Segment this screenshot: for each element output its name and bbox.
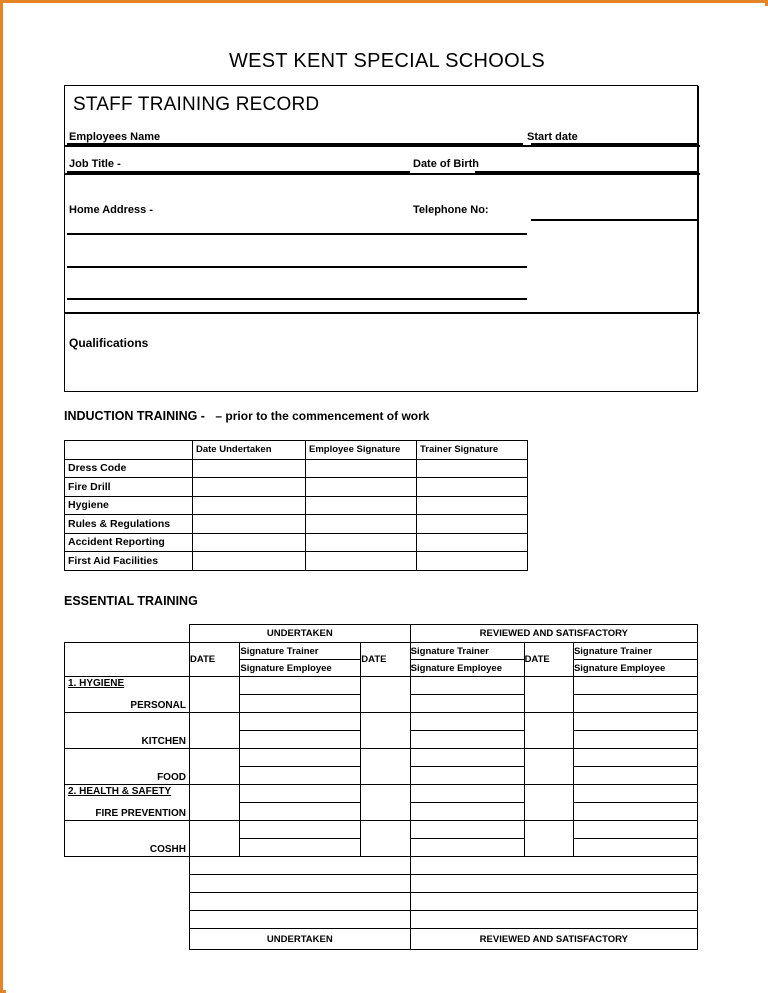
essential-cell-trainer-3[interactable] (573, 785, 697, 803)
essential-col-date-2: DATE (361, 643, 410, 677)
essential-blank-reviewed[interactable] (410, 911, 697, 929)
essential-cell-employee-2[interactable] (410, 731, 524, 749)
essential-cell-employee-3[interactable] (573, 839, 697, 857)
essential-cell-date-1[interactable] (189, 713, 239, 749)
subheader-trainer-row (65, 643, 698, 660)
divider-right-column (697, 86, 699, 312)
induction-cell-trainer-signature[interactable] (417, 533, 528, 552)
footer-reviewed: REVIEWED AND SATISFACTORY (410, 929, 697, 950)
record-title: STAFF TRAINING RECORD (73, 94, 320, 115)
essential-col-signature-trainer-1: Signature Trainer (240, 643, 361, 660)
underline-telephone (531, 219, 697, 221)
induction-row-dress-code: Dress Code (65, 459, 193, 478)
table-row (65, 552, 528, 571)
table-header-row (65, 441, 528, 460)
essential-col-signature-trainer-3: Signature Trainer (573, 643, 697, 660)
induction-cell-date[interactable] (193, 552, 306, 571)
essential-cell-trainer-1[interactable] (240, 749, 361, 767)
essential-category-kitchen (65, 713, 190, 749)
essential-corner-blank (65, 625, 190, 643)
essential-category-food (65, 749, 190, 785)
telephone-label: Telephone No: (413, 204, 489, 216)
essential-cell-employee-3[interactable] (573, 731, 697, 749)
table-row (65, 713, 698, 731)
induction-cell-employee-signature[interactable] (306, 496, 417, 515)
essential-category-hygiene-personal (65, 677, 190, 713)
essential-col-signature-employee-3: Signature Employee (573, 660, 697, 677)
induction-training-heading (64, 409, 429, 423)
essential-blank-label (65, 911, 190, 929)
essential-cell-date-2[interactable] (361, 677, 410, 713)
table-row (65, 875, 698, 893)
essential-cell-employee-3[interactable] (573, 803, 697, 821)
induction-row-rules-and-regulations: Rules & Regulations (65, 515, 193, 534)
essential-col-signature-employee-2: Signature Employee (410, 660, 524, 677)
essential-cell-employee-1[interactable] (240, 839, 361, 857)
personal-details-box (64, 85, 698, 392)
induction-heading-sub: – prior to the commencement of work (215, 409, 430, 423)
table-row (65, 459, 528, 478)
induction-col-employee-signature: Employee Signature (306, 441, 417, 460)
underline-start-date (531, 143, 697, 145)
essential-cell-employee-3[interactable] (573, 695, 697, 713)
underline-job-title (67, 171, 410, 173)
table-row (65, 478, 528, 497)
essential-cell-employee-2[interactable] (410, 767, 524, 785)
group-header-row (65, 625, 698, 643)
essential-cell-date-2[interactable] (361, 785, 410, 821)
induction-row-hygiene: Hygiene (65, 496, 193, 515)
induction-row-first-aid-facilities: First Aid Facilities (65, 552, 193, 571)
essential-cell-date-1[interactable] (189, 821, 239, 857)
essential-cell-employee-3[interactable] (573, 767, 697, 785)
divider-qualifications (64, 312, 700, 314)
essential-cell-trainer-1[interactable] (240, 785, 361, 803)
essential-cell-employee-1[interactable] (240, 695, 361, 713)
essential-cell-date-2[interactable] (361, 713, 410, 749)
page-title: WEST KENT SPECIAL SCHOOLS (228, 50, 546, 72)
induction-heading-main: INDUCTION TRAINING - (64, 409, 205, 423)
induction-cell-employee-signature[interactable] (306, 459, 417, 478)
essential-cell-employee-2[interactable] (410, 839, 524, 857)
table-row (65, 749, 698, 767)
footer-row (65, 929, 698, 950)
table-row (65, 496, 528, 515)
group-header-reviewed: REVIEWED AND SATISFACTORY (410, 625, 697, 643)
induction-cell-date[interactable] (193, 459, 306, 478)
essential-col-signature-trainer-2: Signature Trainer (410, 643, 524, 660)
start-date-label: Start date (527, 131, 578, 143)
category-item: FIRE PREVENTION (95, 808, 186, 819)
table-row (65, 785, 698, 803)
group-header-undertaken: UNDERTAKEN (189, 625, 410, 643)
table-row (65, 515, 528, 534)
essential-blank-undertaken[interactable] (189, 893, 410, 911)
induction-row-fire-drill: Fire Drill (65, 478, 193, 497)
job-title-field[interactable] (135, 156, 409, 171)
essential-col-date-1: DATE (189, 643, 239, 677)
essential-cell-trainer-2[interactable] (410, 785, 524, 803)
essential-blank-label (65, 875, 190, 893)
induction-cell-date[interactable] (193, 533, 306, 552)
underline-date-of-birth (475, 171, 697, 173)
essential-col-date-3: DATE (524, 643, 573, 677)
essential-cell-employee-2[interactable] (410, 803, 524, 821)
induction-row-accident-reporting: Accident Reporting (65, 533, 193, 552)
essential-cell-date-3[interactable] (524, 785, 573, 821)
induction-cell-date[interactable] (193, 515, 306, 534)
table-row (65, 857, 698, 875)
essential-cell-trainer-3[interactable] (573, 749, 697, 767)
essential-cell-date-2[interactable] (361, 821, 410, 857)
footer-undertaken: UNDERTAKEN (189, 929, 410, 950)
essential-cell-date-3[interactable] (524, 821, 573, 857)
category-item: KITCHEN (141, 736, 186, 747)
essential-cell-date-3[interactable] (524, 677, 573, 713)
essential-category-health-safety-fire-prevention (65, 785, 190, 821)
table-row (65, 911, 698, 929)
essential-cell-date-1[interactable] (189, 785, 239, 821)
essential-cell-date-3[interactable] (524, 749, 573, 785)
induction-cell-trainer-signature[interactable] (417, 478, 528, 497)
start-date-field[interactable] (585, 128, 697, 143)
essential-blank-label (65, 893, 190, 911)
essential-cell-trainer-3[interactable] (573, 821, 697, 839)
essential-training-table (64, 624, 698, 950)
employee-name-label: Employees Name (69, 131, 161, 143)
category-item: COSHH (149, 844, 186, 855)
category-title: 1. HYGIENE (68, 678, 125, 689)
essential-blank-undertaken[interactable] (189, 911, 410, 929)
underline-address-line-3 (67, 298, 527, 300)
induction-col-0 (65, 441, 193, 460)
essential-cell-trainer-3[interactable] (573, 677, 697, 695)
essential-cell-employee-1[interactable] (240, 767, 361, 785)
home-address-label: Home Address - (69, 204, 153, 216)
underline-employee-name (67, 143, 523, 145)
essential-cell-trainer-1[interactable] (240, 677, 361, 695)
essential-cell-trainer-1[interactable] (240, 713, 361, 731)
table-row (65, 821, 698, 839)
essential-training-heading: ESSENTIAL TRAINING (64, 594, 198, 608)
table-row (65, 533, 528, 552)
essential-cell-date-2[interactable] (361, 749, 410, 785)
induction-cell-trainer-signature[interactable] (417, 496, 528, 515)
essential-blank-label (65, 857, 190, 875)
induction-cell-date[interactable] (193, 478, 306, 497)
induction-cell-employee-signature[interactable] (306, 533, 417, 552)
essential-cell-trainer-2[interactable] (410, 749, 524, 767)
induction-col-date-undertaken: Date Undertaken (193, 441, 306, 460)
category-item: PERSONAL (130, 700, 186, 711)
essential-header-blank (65, 643, 190, 677)
essential-blank-reviewed[interactable] (410, 857, 697, 875)
induction-training-table (64, 440, 528, 571)
job-title-label: Job Title - (69, 158, 121, 170)
table-row (65, 893, 698, 911)
induction-cell-trainer-signature[interactable] (417, 552, 528, 571)
essential-cell-employee-2[interactable] (410, 695, 524, 713)
document-sheet (6, 6, 768, 993)
induction-cell-employee-signature[interactable] (306, 515, 417, 534)
essential-blank-reviewed[interactable] (410, 875, 697, 893)
category-item: FOOD (157, 772, 186, 783)
essential-cell-trainer-3[interactable] (573, 713, 697, 731)
induction-col-trainer-signature: Trainer Signature (417, 441, 528, 460)
essential-cell-employee-1[interactable] (240, 731, 361, 749)
essential-footer-blank (65, 929, 190, 950)
essential-cell-trainer-2[interactable] (410, 713, 524, 731)
essential-col-signature-employee-1: Signature Employee (240, 660, 361, 677)
essential-category-coshh (65, 821, 190, 857)
induction-cell-employee-signature[interactable] (306, 478, 417, 497)
essential-blank-undertaken[interactable] (189, 857, 410, 875)
induction-cell-trainer-signature[interactable] (417, 515, 528, 534)
table-row (65, 677, 698, 695)
essential-cell-trainer-2[interactable] (410, 821, 524, 839)
home-address-field[interactable] (69, 222, 525, 298)
category-title: 2. HEALTH & SAFETY (68, 786, 172, 797)
qualifications-label: Qualifications (69, 336, 149, 350)
induction-cell-employee-signature[interactable] (306, 552, 417, 571)
induction-cell-trainer-signature[interactable] (417, 459, 528, 478)
employee-name-field[interactable] (185, 128, 521, 143)
qualifications-field[interactable] (69, 352, 693, 390)
essential-cell-trainer-2[interactable] (410, 677, 524, 695)
date-of-birth-label: Date of Birth (413, 158, 479, 170)
essential-cell-date-3[interactable] (524, 713, 573, 749)
induction-cell-date[interactable] (193, 496, 306, 515)
essential-cell-trainer-1[interactable] (240, 821, 361, 839)
essential-cell-date-1[interactable] (189, 749, 239, 785)
essential-cell-date-1[interactable] (189, 677, 239, 713)
essential-blank-undertaken[interactable] (189, 875, 410, 893)
telephone-field[interactable] (535, 204, 697, 219)
essential-blank-reviewed[interactable] (410, 893, 697, 911)
essential-cell-employee-1[interactable] (240, 803, 361, 821)
date-of-birth-field[interactable] (505, 156, 697, 171)
